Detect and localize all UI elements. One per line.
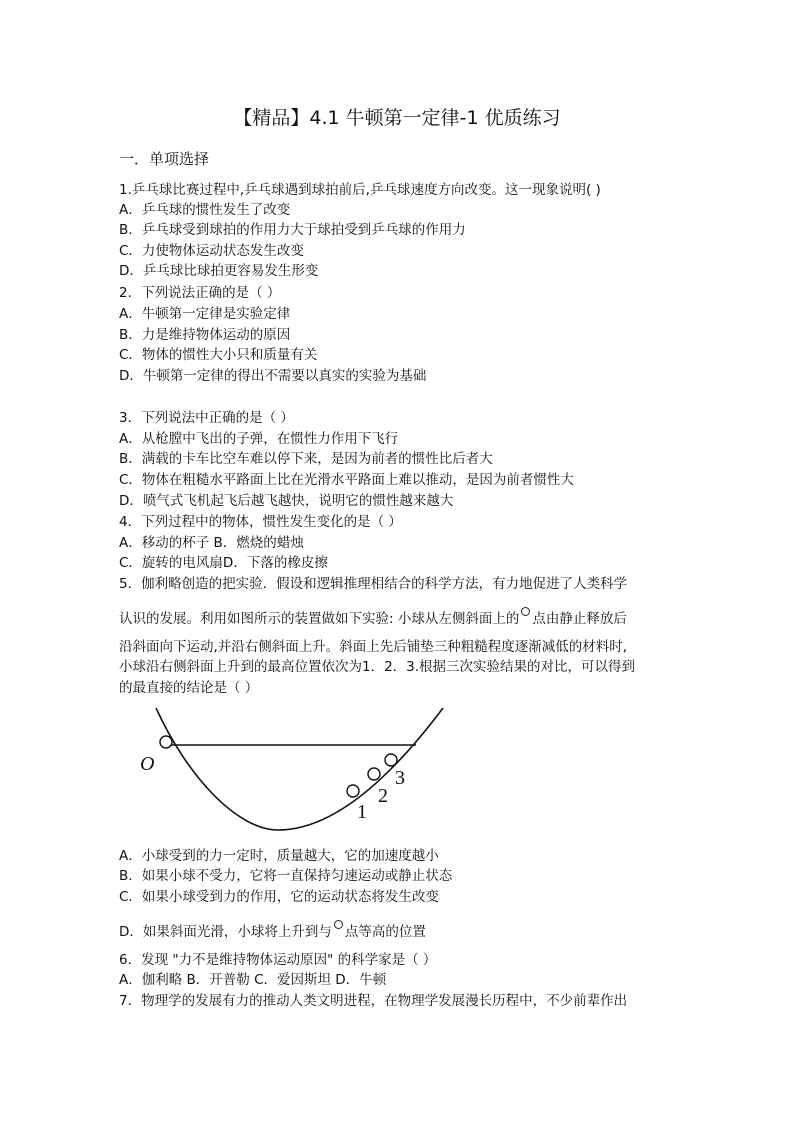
q1-option-d: D．乒乓球比球拍更容易发生形变 <box>119 263 319 279</box>
q3-option-a: A．从枪膛中飞出的子弹，在惯性力作用下飞行 <box>119 431 399 447</box>
q4-options-cd: C．旋转的电风扇D．下落的橡皮擦 <box>119 555 328 571</box>
q3-stem: 3．下列说法中正确的是（ ） <box>119 410 294 426</box>
q5-line-5: 的最直接的结论是（ ） <box>119 680 259 696</box>
q7-stem: 7．物理学的发展有力的推动人类文明进程，在物理学发展漫长历程中，不少前辈作出 <box>119 993 628 1009</box>
page-title: 【精品】4.1 牛顿第一定律-1 优质练习 <box>233 107 561 129</box>
point-o-symbol <box>334 920 343 929</box>
ball-1 <box>347 785 359 797</box>
q3-option-c: C．物体在粗糙水平路面上比在光滑水平路面上难以推动，是因为前者惯性大 <box>119 472 574 488</box>
q5-line-4: 小球沿右侧斜面上升到的最高位置依次为1．2．3.根据三次实验结果的对比，可以得到 <box>119 659 636 675</box>
q6-stem: 6．发现 "力不是维持物体运动原因" 的科学家是（ ） <box>119 952 437 968</box>
q1-option-b: B．乒乓球受到球拍的作用力大于球拍受到乒乓球的作用力 <box>119 222 466 238</box>
q5-option-c: C．如果小球受到力的作用，它的运动状态将发生改变 <box>119 889 439 905</box>
q5-line-2b: 点由静止释放后 <box>532 611 627 627</box>
q3-option-d: D．喷气式飞机起飞后越飞越快，说明它的惯性越来越大 <box>119 493 454 509</box>
q5-option-d-a: D．如果斜面光滑，小球将上升到与 <box>119 924 332 940</box>
q2-option-b: B．力是维持物体运动的原因 <box>119 327 291 343</box>
q2-option-c: C．物体的惯性大小只和质量有关 <box>119 347 318 363</box>
q5-option-a: A．小球受到的力一定时，质量越大，它的加速度越小 <box>119 848 439 864</box>
q5-line-2a: 认识的发展。利用如图所示的装置做如下实验: 小球从左侧斜面上的 <box>119 611 520 627</box>
ball-2 <box>368 768 380 780</box>
q5-line-2 <box>119 607 627 629</box>
q2-option-a: A．牛顿第一定律是实验定律 <box>119 306 291 322</box>
label-2: 2 <box>378 785 388 807</box>
q3-option-b: B．满载的卡车比空车难以停下来，是因为前者的惯性比后者大 <box>119 451 493 467</box>
incline-figure <box>128 708 458 838</box>
q1-option-c: C．力使物体运动状态发生改变 <box>119 243 304 259</box>
label-3: 3 <box>395 767 405 789</box>
q2-stem: 2．下列说法正确的是（ ） <box>119 285 281 301</box>
q5-line-1: 5．伽利略创造的把实验．假设和逻辑推理相结合的科学方法，有力地促进了人类科学 <box>119 576 628 592</box>
q5-option-b: B．如果小球不受力，它将一直保持匀速运动或静止状态 <box>119 868 453 884</box>
q5-option-d-b: 点等高的位置 <box>344 924 426 940</box>
point-o-symbol <box>521 607 530 616</box>
q5-line-3: 沿斜面向下运动,并沿右侧斜面上升。斜面上先后铺垫三种粗糙程度逐渐减低的材料时, <box>119 639 628 655</box>
label-o: O <box>140 753 155 775</box>
q1-option-a: A．乒乓球的惯性发生了改变 <box>119 202 291 218</box>
q5-option-d <box>119 920 426 942</box>
q1-stem: 1.乒乓球比赛过程中,乒乓球遇到球拍前后,乒乓球速度方向改变。这一现象说明( ) <box>119 182 601 198</box>
ball-at-o <box>160 736 172 748</box>
q6-options: A．伽利略 B．开普勒 C．爱因斯坦 D．牛顿 <box>119 972 387 988</box>
q2-option-d: D．牛顿第一定律的得出不需要以真实的实验为基础 <box>119 368 427 384</box>
section-heading: 一．单项选择 <box>119 150 210 168</box>
q4-stem: 4．下列过程中的物体，惯性发生变化的是（ ） <box>119 514 402 530</box>
ball-3 <box>385 754 397 766</box>
label-1: 1 <box>357 801 367 823</box>
q4-options-ab: A．移动的杯子 B．燃烧的蜡烛 <box>119 535 304 551</box>
